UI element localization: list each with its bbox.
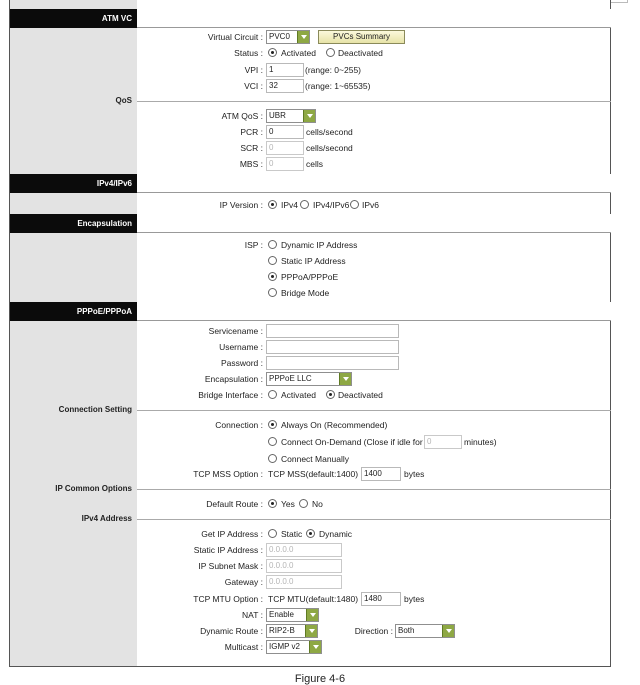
isp-bridge-row bbox=[137, 285, 611, 301]
direction-value: Both bbox=[398, 626, 415, 635]
isp-dynamic-radio[interactable] bbox=[268, 240, 277, 249]
vpi-label: VPI : bbox=[244, 65, 263, 75]
get-ip-dynamic-label: Dynamic bbox=[319, 529, 353, 539]
manual-label: Connect Manually bbox=[281, 454, 350, 464]
scr-unit: cells/second bbox=[306, 143, 353, 153]
status-deactivated-label: Deactivated bbox=[338, 48, 383, 58]
vc-select[interactable] bbox=[266, 30, 310, 44]
isp-row bbox=[137, 237, 611, 253]
ip-version-label: IP Version : bbox=[219, 200, 263, 210]
section-qos: QoS bbox=[115, 96, 132, 105]
multicast-row bbox=[137, 639, 611, 655]
manual-radio[interactable] bbox=[268, 454, 277, 463]
encapsulation-row bbox=[137, 371, 611, 387]
bridge-activated-label: Activated bbox=[281, 390, 316, 400]
multicast-label: Multicast : bbox=[224, 642, 263, 652]
gateway-row bbox=[137, 574, 611, 590]
get-ip-static-radio[interactable] bbox=[268, 529, 277, 538]
isp-pppoa-row bbox=[137, 269, 611, 285]
username-label: Username : bbox=[219, 342, 263, 352]
manual-row bbox=[137, 451, 611, 467]
username-row bbox=[137, 339, 611, 355]
vci-label: VCI : bbox=[244, 81, 263, 91]
status-deactivated-radio[interactable] bbox=[326, 48, 335, 57]
tcp-mtu-text: TCP MTU(default:1480) bbox=[268, 594, 359, 604]
always-on-label: Always On (Recommended) bbox=[281, 420, 388, 430]
idle-minutes-input[interactable]: 0 bbox=[424, 435, 462, 449]
bridge-deactivated-label: Deactivated bbox=[338, 390, 383, 400]
nat-label: NAT : bbox=[242, 610, 263, 620]
section-strip-atm-vc bbox=[137, 9, 611, 28]
ipv4-label: IPv4 bbox=[281, 200, 299, 210]
tcp-mtu-label: TCP MTU Option : bbox=[193, 594, 263, 604]
subnet-label: IP Subnet Mask : bbox=[198, 561, 263, 571]
default-route-row bbox=[137, 496, 611, 512]
tcp-mtu-row bbox=[137, 591, 611, 607]
on-demand-row bbox=[137, 434, 611, 450]
section-connection-setting: Connection Setting bbox=[58, 405, 132, 414]
vci-input[interactable]: 32 bbox=[266, 79, 304, 93]
dynamic-route-label: Dynamic Route : bbox=[200, 626, 263, 636]
vc-label: Virtual Circuit : bbox=[207, 32, 263, 42]
dynamic-route-select[interactable] bbox=[266, 624, 318, 638]
on-demand-label: Connect On-Demand (Close if idle for bbox=[281, 437, 423, 447]
chevron-down-icon bbox=[309, 641, 321, 653]
vpi-row bbox=[137, 62, 611, 78]
username-input[interactable] bbox=[266, 340, 399, 354]
qos-divider bbox=[137, 101, 611, 102]
tcp-mss-input[interactable]: 1400 bbox=[361, 467, 401, 481]
dynamic-route-value: RIP2-B bbox=[269, 626, 295, 635]
subnet-row bbox=[137, 558, 611, 574]
scr-input[interactable]: 0 bbox=[266, 141, 304, 155]
chevron-down-icon bbox=[303, 110, 315, 122]
encapsulation-select[interactable] bbox=[266, 372, 352, 386]
chevron-down-icon bbox=[305, 625, 317, 637]
isp-static-row bbox=[137, 253, 611, 269]
get-ip-row bbox=[137, 526, 611, 542]
vpi-range: (range: 0~255) bbox=[305, 65, 361, 75]
pcr-input[interactable]: 0 bbox=[266, 125, 304, 139]
subnet-input[interactable]: 0.0.0.0 bbox=[266, 559, 342, 573]
section-strip-ipv4ipv6 bbox=[137, 174, 611, 193]
section-strip-pppoe bbox=[137, 302, 611, 321]
vci-row bbox=[137, 78, 611, 94]
ipv6-radio[interactable] bbox=[350, 200, 359, 209]
get-ip-static-label: Static bbox=[281, 529, 303, 539]
servicename-input[interactable] bbox=[266, 324, 399, 338]
on-demand-radio[interactable] bbox=[268, 437, 277, 446]
tcp-mtu-unit: bytes bbox=[404, 594, 425, 604]
ip-common-divider bbox=[137, 489, 611, 490]
default-route-no-label: No bbox=[312, 499, 323, 509]
ipv6-label: IPv6 bbox=[362, 200, 380, 210]
direction-label: Direction : bbox=[354, 626, 393, 636]
mbs-label: MBS : bbox=[239, 159, 263, 169]
servicename-label: Servicename : bbox=[208, 326, 263, 336]
default-route-no-radio[interactable] bbox=[299, 499, 308, 508]
status-activated-label: Activated bbox=[281, 48, 316, 58]
idle-minutes-unit: minutes) bbox=[464, 437, 497, 447]
nat-select[interactable] bbox=[266, 608, 319, 622]
static-ip-input[interactable]: 0.0.0.0 bbox=[266, 543, 342, 557]
chevron-down-icon bbox=[442, 625, 454, 637]
servicename-row bbox=[137, 323, 611, 339]
password-row bbox=[137, 355, 611, 371]
default-route-yes-radio[interactable] bbox=[268, 499, 277, 508]
chevron-down-icon bbox=[297, 31, 309, 43]
status-row bbox=[137, 45, 611, 61]
get-ip-dynamic-radio[interactable] bbox=[306, 529, 315, 538]
mbs-row bbox=[137, 156, 611, 172]
chevron-down-icon bbox=[306, 609, 318, 621]
atm-qos-row bbox=[137, 108, 611, 124]
password-input[interactable] bbox=[266, 356, 399, 370]
tcp-mss-unit: bytes bbox=[404, 469, 425, 479]
pcr-label: PCR : bbox=[240, 127, 263, 137]
multicast-select[interactable] bbox=[266, 640, 322, 654]
tcp-mss-text: TCP MSS(default:1400) bbox=[268, 469, 359, 479]
connection-divider bbox=[137, 410, 611, 411]
ipv4-divider bbox=[137, 519, 611, 520]
section-atm-vc: ATM VC bbox=[10, 9, 137, 28]
connection-label: Connection : bbox=[215, 420, 263, 430]
encapsulation-value: PPPoE LLC bbox=[269, 374, 312, 383]
isp-bridge-label: Bridge Mode bbox=[281, 288, 330, 298]
section-ipv4ipv6: IPv4/IPv6 bbox=[10, 174, 137, 193]
ipv4ipv6-radio[interactable] bbox=[300, 200, 309, 209]
vc-select-value: PVC0 bbox=[269, 32, 290, 41]
isp-bridge-radio[interactable] bbox=[268, 288, 277, 297]
vci-range: (range: 1~65535) bbox=[305, 81, 371, 91]
isp-dynamic-label: Dynamic IP Address bbox=[281, 240, 358, 250]
always-on-radio[interactable] bbox=[268, 420, 277, 429]
atm-qos-select[interactable] bbox=[266, 109, 316, 123]
connection-row bbox=[137, 417, 611, 433]
section-ipv4-address: IPv4 Address bbox=[81, 514, 132, 523]
tcp-mss-row bbox=[137, 466, 611, 482]
section-strip-encapsulation bbox=[137, 214, 611, 233]
default-route-yes-label: Yes bbox=[281, 499, 295, 509]
atm-qos-value: UBR bbox=[269, 111, 286, 120]
ip-version-row bbox=[137, 197, 611, 213]
pcr-unit: cells/second bbox=[306, 127, 353, 137]
isp-static-label: Static IP Address bbox=[281, 256, 346, 266]
pvcs-summary-button[interactable]: PVCs Summary bbox=[318, 30, 405, 44]
ipv4-radio[interactable] bbox=[268, 200, 277, 209]
vpi-input[interactable]: 1 bbox=[266, 63, 304, 77]
password-label: Password : bbox=[220, 358, 263, 368]
dynamic-route-row bbox=[137, 623, 611, 639]
isp-label: ISP : bbox=[244, 240, 263, 250]
mbs-input[interactable]: 0 bbox=[266, 157, 304, 171]
bridge-activated-radio[interactable] bbox=[268, 390, 277, 399]
get-ip-label: Get IP Address : bbox=[201, 529, 263, 539]
scr-label: SCR : bbox=[240, 143, 263, 153]
encapsulation-label: Encapsulation : bbox=[204, 374, 263, 384]
bridge-deactivated-radio[interactable] bbox=[326, 390, 335, 399]
status-label: Status : bbox=[234, 48, 263, 58]
default-route-label: Default Route : bbox=[206, 499, 263, 509]
isp-pppoa-radio[interactable] bbox=[268, 272, 277, 281]
bridge-iface-label: Bridge Interface : bbox=[198, 390, 263, 400]
static-ip-label: Static IP Address : bbox=[193, 545, 263, 555]
direction-select[interactable] bbox=[395, 624, 455, 638]
gateway-input[interactable]: 0.0.0.0 bbox=[266, 575, 342, 589]
isp-static-radio[interactable] bbox=[268, 256, 277, 265]
isp-pppoa-label: PPPoA/PPPoE bbox=[281, 272, 339, 282]
multicast-value: IGMP v2 bbox=[269, 642, 300, 651]
status-activated-radio[interactable] bbox=[268, 48, 277, 57]
bridge-iface-row bbox=[137, 387, 611, 403]
figure-caption: Figure 4-6 bbox=[294, 673, 346, 685]
section-encapsulation: Encapsulation bbox=[10, 214, 137, 233]
section-ip-common-options: IP Common Options bbox=[55, 484, 132, 493]
pcr-row bbox=[137, 124, 611, 140]
atm-qos-label: ATM QoS : bbox=[221, 111, 263, 121]
settings-frame bbox=[9, 0, 611, 667]
tcp-mtu-input[interactable]: 1480 bbox=[361, 592, 401, 606]
section-pppoe: PPPoE/PPPoA bbox=[10, 302, 137, 321]
chevron-down-icon bbox=[339, 373, 351, 385]
mbs-unit: cells bbox=[306, 159, 324, 169]
ipv4ipv6-label: IPv4/IPv6 bbox=[313, 200, 350, 210]
tcp-mss-label: TCP MSS Option : bbox=[193, 469, 263, 479]
vc-row bbox=[137, 29, 611, 45]
gateway-label: Gateway : bbox=[224, 577, 263, 587]
nat-row bbox=[137, 607, 611, 623]
static-ip-row bbox=[137, 542, 611, 558]
nat-value: Enable bbox=[269, 610, 294, 619]
scr-row bbox=[137, 140, 611, 156]
